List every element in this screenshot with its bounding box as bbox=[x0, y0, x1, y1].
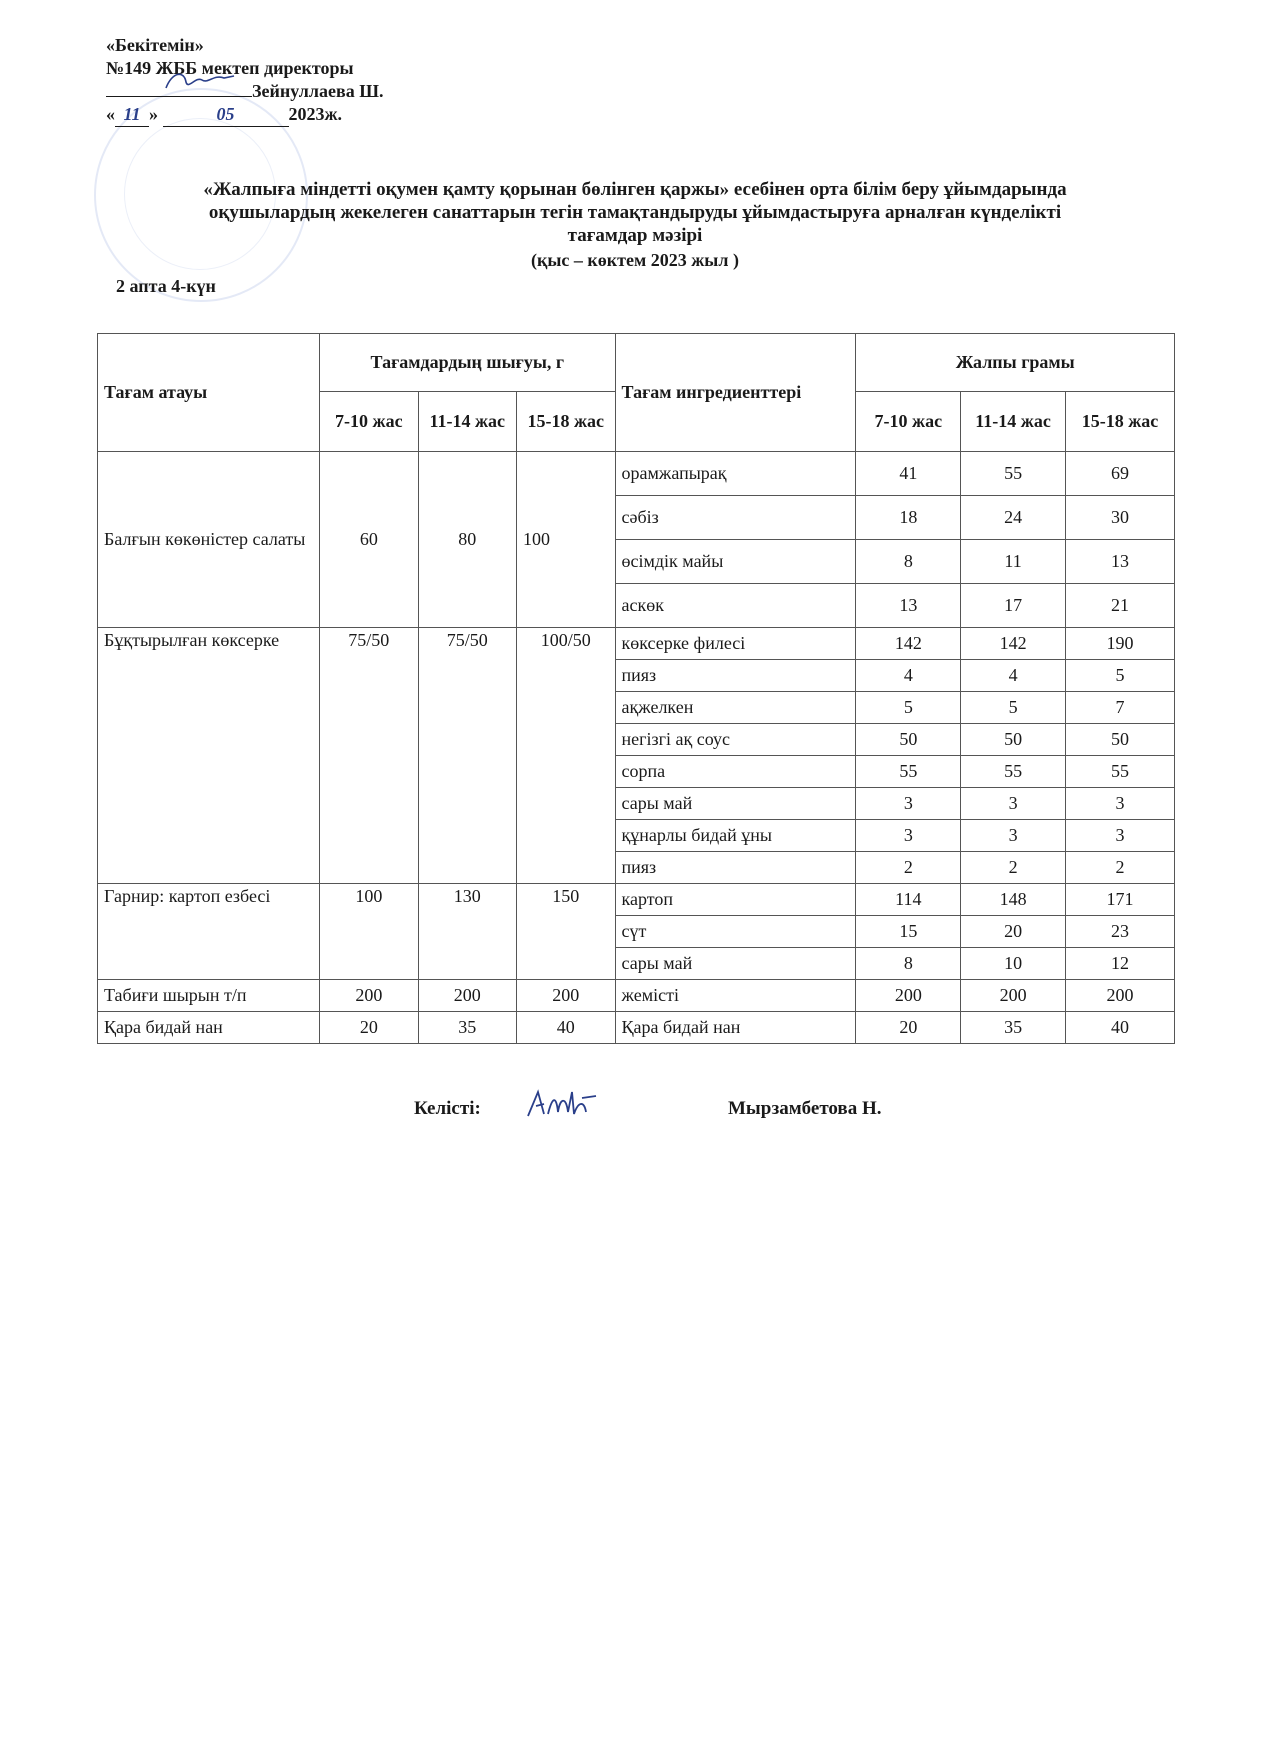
dish-output: 20 bbox=[320, 1012, 418, 1044]
date-month: 05 bbox=[163, 103, 289, 127]
ingredient-name: өсімдік майы bbox=[615, 540, 856, 584]
header-total: Жалпы грамы bbox=[856, 334, 1175, 392]
ingredient-grams: 2 bbox=[961, 852, 1066, 884]
table-row bbox=[98, 1012, 1175, 1044]
header-total-age: 7-10 жас bbox=[856, 392, 961, 452]
dish-output: 35 bbox=[418, 1012, 516, 1044]
ingredient-grams: 3 bbox=[1065, 820, 1174, 852]
date-year: 2023ж. bbox=[288, 104, 343, 124]
ingredient-grams: 23 bbox=[1065, 916, 1174, 948]
dish-output: 60 bbox=[320, 452, 418, 628]
dish-output: 100 bbox=[320, 884, 418, 980]
ingredient-grams: 5 bbox=[961, 692, 1066, 724]
ingredient-grams: 3 bbox=[856, 788, 961, 820]
ingredient-name: картоп bbox=[615, 884, 856, 916]
dish-output: 75/50 bbox=[320, 628, 418, 884]
ingredient-name: пияз bbox=[615, 660, 856, 692]
approval-heading: «Бекітемін» bbox=[106, 35, 204, 55]
ingredient-grams: 5 bbox=[856, 692, 961, 724]
ingredient-grams: 10 bbox=[961, 948, 1066, 980]
ingredient-grams: 8 bbox=[856, 540, 961, 584]
ingredient-name: сары май bbox=[615, 788, 856, 820]
ingredient-grams: 200 bbox=[961, 980, 1066, 1012]
ingredient-grams: 148 bbox=[961, 884, 1066, 916]
menu-table bbox=[97, 333, 1175, 1044]
ingredient-name: ақжелкен bbox=[615, 692, 856, 724]
agreed-label: Келісті: bbox=[414, 1098, 481, 1119]
ingredient-name: жемісті bbox=[615, 980, 856, 1012]
date-quote-open: « bbox=[106, 104, 115, 124]
ingredient-name: сорпа bbox=[615, 756, 856, 788]
dish-name: Бұқтырылған көксерке bbox=[98, 628, 320, 884]
ingredient-grams: 35 bbox=[961, 1012, 1066, 1044]
ingredient-grams: 142 bbox=[961, 628, 1066, 660]
ingredient-grams: 50 bbox=[856, 724, 961, 756]
dish-output: 100 bbox=[517, 452, 616, 628]
ingredient-grams: 41 bbox=[856, 452, 961, 496]
header-total-age: 15-18 жас bbox=[1065, 392, 1174, 452]
ingredient-name: көксерке филесі bbox=[615, 628, 856, 660]
ingredient-name: орамжапырақ bbox=[615, 452, 856, 496]
dish-output: 200 bbox=[517, 980, 616, 1012]
ingredient-grams: 20 bbox=[961, 916, 1066, 948]
ingredient-name: аскөк bbox=[615, 584, 856, 628]
approval-position: №149 ЖББ мектеп директоры bbox=[106, 58, 354, 78]
ingredient-grams: 4 bbox=[961, 660, 1066, 692]
ingredient-grams: 2 bbox=[856, 852, 961, 884]
ingredient-grams: 11 bbox=[961, 540, 1066, 584]
ingredient-grams: 69 bbox=[1065, 452, 1174, 496]
header-output-age: 15-18 жас bbox=[517, 392, 616, 452]
dish-name: Гарнир: картоп езбесі bbox=[98, 884, 320, 980]
dish-name: Табиғи шырын т/п bbox=[98, 980, 320, 1012]
approval-block bbox=[106, 34, 383, 127]
agreed-signature-icon bbox=[522, 1084, 602, 1124]
ingredient-grams: 2 bbox=[1065, 852, 1174, 884]
dish-output: 80 bbox=[418, 452, 516, 628]
dish-output: 200 bbox=[418, 980, 516, 1012]
ingredient-grams: 3 bbox=[961, 820, 1066, 852]
ingredient-grams: 24 bbox=[961, 496, 1066, 540]
date-quote-close: » bbox=[149, 104, 158, 124]
ingredient-grams: 15 bbox=[856, 916, 961, 948]
ingredient-grams: 55 bbox=[856, 756, 961, 788]
approval-signature-line bbox=[106, 80, 383, 103]
ingredient-grams: 142 bbox=[856, 628, 961, 660]
approval-date bbox=[106, 103, 383, 127]
ingredient-grams: 4 bbox=[856, 660, 961, 692]
director-name: Зейнуллаева Ш. bbox=[252, 81, 384, 101]
ingredient-grams: 200 bbox=[856, 980, 961, 1012]
ingredient-grams: 8 bbox=[856, 948, 961, 980]
header-output: Тағамдардың шығуы, г bbox=[320, 334, 615, 392]
ingredient-grams: 190 bbox=[1065, 628, 1174, 660]
table-row bbox=[98, 884, 1175, 916]
ingredient-grams: 3 bbox=[961, 788, 1066, 820]
director-signature bbox=[106, 80, 252, 97]
table-row bbox=[98, 628, 1175, 660]
ingredient-grams: 50 bbox=[961, 724, 1066, 756]
document-title bbox=[90, 178, 1180, 247]
director-signature-icon bbox=[106, 66, 252, 96]
dish-output: 200 bbox=[320, 980, 418, 1012]
dish-name: Балғын көкөністер салаты bbox=[98, 452, 320, 628]
ingredient-name: құнарлы бидай ұны bbox=[615, 820, 856, 852]
ingredient-grams: 40 bbox=[1065, 1012, 1174, 1044]
dish-name: Қара бидай нан bbox=[98, 1012, 320, 1044]
week-day-label: 2 апта 4-күн bbox=[116, 276, 216, 296]
ingredient-grams: 55 bbox=[1065, 756, 1174, 788]
agreed-name: Мырзамбетова Н. bbox=[728, 1098, 882, 1119]
header-output-age: 11-14 жас bbox=[418, 392, 516, 452]
table-header-row-1 bbox=[98, 334, 1175, 392]
header-ingredients: Тағам ингредиенттері bbox=[615, 334, 856, 452]
ingredient-grams: 18 bbox=[856, 496, 961, 540]
ingredient-grams: 3 bbox=[856, 820, 961, 852]
ingredient-name: Қара бидай нан bbox=[615, 1012, 856, 1044]
ingredient-grams: 7 bbox=[1065, 692, 1174, 724]
ingredient-grams: 17 bbox=[961, 584, 1066, 628]
dish-output: 130 bbox=[418, 884, 516, 980]
ingredient-grams: 30 bbox=[1065, 496, 1174, 540]
ingredient-grams: 55 bbox=[961, 756, 1066, 788]
ingredient-name: сары май bbox=[615, 948, 856, 980]
ingredient-grams: 20 bbox=[856, 1012, 961, 1044]
ingredient-grams: 13 bbox=[856, 584, 961, 628]
header-output-age: 7-10 жас bbox=[320, 392, 418, 452]
title-line-1: «Жалпыға міндетті оқумен қамту қорынан бөлінген қаржы» есебінен орта білім беру ұйымдарында bbox=[203, 179, 1067, 200]
date-day: 11 bbox=[115, 103, 149, 127]
dish-output: 40 bbox=[517, 1012, 616, 1044]
ingredient-name: сәбіз bbox=[615, 496, 856, 540]
ingredient-name: негізгі ақ соус bbox=[615, 724, 856, 756]
header-dish: Тағам атауы bbox=[98, 334, 320, 452]
dish-output: 75/50 bbox=[418, 628, 516, 884]
title-line-3: тағамдар мәзірі bbox=[567, 225, 703, 246]
table-row bbox=[98, 980, 1175, 1012]
ingredient-grams: 12 bbox=[1065, 948, 1174, 980]
ingredient-grams: 21 bbox=[1065, 584, 1174, 628]
ingredient-name: сүт bbox=[615, 916, 856, 948]
document-subtitle: (қыс – көктем 2023 жыл ) bbox=[531, 250, 739, 270]
ingredient-grams: 171 bbox=[1065, 884, 1174, 916]
dish-output: 100/50 bbox=[517, 628, 616, 884]
dish-output: 150 bbox=[517, 884, 616, 980]
ingredient-grams: 3 bbox=[1065, 788, 1174, 820]
title-line-2: оқушылардың жекелеген санаттарын тегін тамақтандыруды ұйымдастыруға арналған күнделікті bbox=[208, 202, 1062, 223]
ingredient-grams: 55 bbox=[961, 452, 1066, 496]
ingredient-name: пияз bbox=[615, 852, 856, 884]
table-row bbox=[98, 452, 1175, 496]
ingredient-grams: 200 bbox=[1065, 980, 1174, 1012]
header-total-age: 11-14 жас bbox=[961, 392, 1066, 452]
ingredient-grams: 50 bbox=[1065, 724, 1174, 756]
ingredient-grams: 5 bbox=[1065, 660, 1174, 692]
ingredient-grams: 114 bbox=[856, 884, 961, 916]
ingredient-grams: 13 bbox=[1065, 540, 1174, 584]
